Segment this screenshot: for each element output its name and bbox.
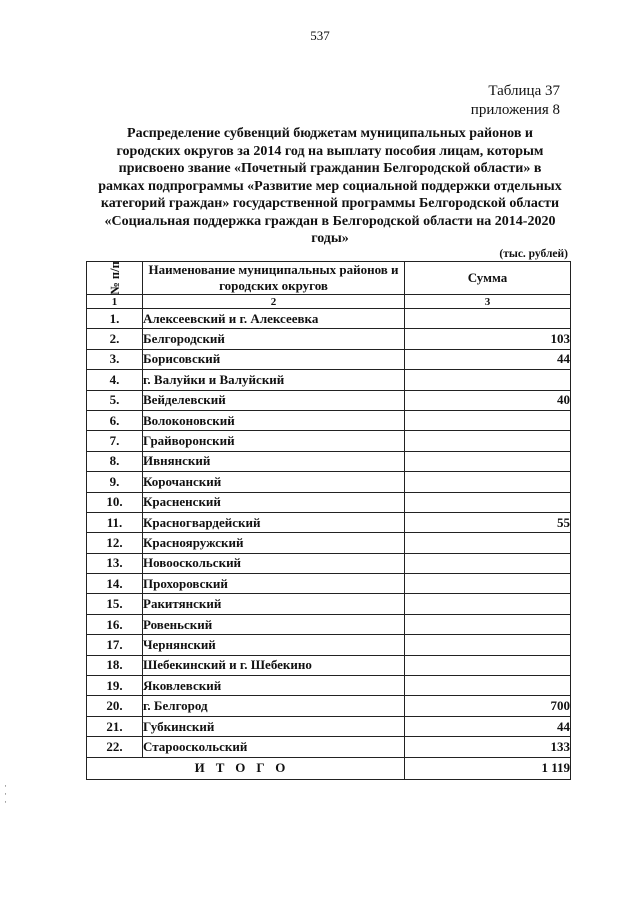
row-name: Красногвардейский [143, 512, 405, 532]
table-row [87, 329, 571, 349]
row-sum [405, 309, 571, 329]
row-number: 8. [87, 451, 143, 471]
row-name: Ровеньский [143, 614, 405, 634]
row-number: 6. [87, 410, 143, 430]
row-number: 2. [87, 329, 143, 349]
row-number: 16. [87, 614, 143, 634]
row-name: г. Белгород [143, 696, 405, 716]
table-body [87, 309, 571, 758]
table-row [87, 676, 571, 696]
row-number: 21. [87, 716, 143, 736]
row-sum: 103 [405, 329, 571, 349]
header-number [87, 262, 143, 295]
row-sum [405, 451, 571, 471]
row-sum [405, 492, 571, 512]
row-name: Борисовский [143, 349, 405, 369]
column-index-2: 2 [143, 295, 405, 309]
row-sum [405, 635, 571, 655]
table-row [87, 472, 571, 492]
table-ref-line2: приложения 8 [470, 102, 560, 118]
table-row [87, 349, 571, 369]
row-name: Губкинский [143, 716, 405, 736]
header-name: Наименование муниципальных районов и городских округов [143, 262, 405, 295]
row-sum [405, 472, 571, 492]
table-row [87, 512, 571, 532]
table-row [87, 574, 571, 594]
row-number: 22. [87, 737, 143, 757]
row-sum [405, 574, 571, 594]
table-row [87, 370, 571, 390]
row-name: Грайворонский [143, 431, 405, 451]
column-index-3: 3 [405, 295, 571, 309]
header-sum: Сумма [405, 262, 571, 295]
row-name: Прохоровский [143, 574, 405, 594]
column-index-row [87, 295, 571, 309]
header-number-label: № п/п [107, 261, 122, 295]
table-row [87, 655, 571, 675]
row-name: Шебекинский и г. Шебекино [143, 655, 405, 675]
row-name: Ракитянский [143, 594, 405, 614]
row-number: 18. [87, 655, 143, 675]
table-row [87, 594, 571, 614]
document-heading: Распределение субвенций бюджетам муниципальных районов и городских округов за 2014 год на выплату пособия лицам, которым присвоено звание «Почетный гражданин Белгородской области» в рамках подпрограммы «Развитие мер социальной поддержки отдельных категорий граждан» государственной программы Белгородской области «Социальная поддержка граждан в Белгородской области на 2014-2020 годы» [98, 126, 562, 246]
row-sum [405, 655, 571, 675]
row-name: г. Валуйки и Валуйский [143, 370, 405, 390]
row-name: Волоконовский [143, 410, 405, 430]
row-number: 4. [87, 370, 143, 390]
row-sum [405, 370, 571, 390]
row-sum: 700 [405, 696, 571, 716]
row-name: Новооскольский [143, 553, 405, 573]
page-number: 537 [310, 28, 330, 43]
table-row [87, 696, 571, 716]
row-number: 17. [87, 635, 143, 655]
row-name: Вейделевский [143, 390, 405, 410]
row-sum [405, 431, 571, 451]
row-number: 9. [87, 472, 143, 492]
row-sum: 40 [405, 390, 571, 410]
row-name: Ивнянский [143, 451, 405, 471]
row-sum: 44 [405, 349, 571, 369]
row-number: 15. [87, 594, 143, 614]
row-number: 14. [87, 574, 143, 594]
margin-marks: · · · [4, 781, 7, 807]
subsidy-table [86, 261, 571, 780]
row-sum: 44 [405, 716, 571, 736]
table-row [87, 716, 571, 736]
row-number: 5. [87, 390, 143, 410]
table-ref-line1: Таблица 37 [488, 83, 560, 99]
total-label: ИТОГО [87, 757, 405, 779]
table-row [87, 614, 571, 634]
row-sum: 133 [405, 737, 571, 757]
table-row [87, 451, 571, 471]
row-number: 12. [87, 533, 143, 553]
row-number: 20. [87, 696, 143, 716]
row-number: 1. [87, 309, 143, 329]
row-name: Красненский [143, 492, 405, 512]
table-row [87, 431, 571, 451]
row-name: Старооскольский [143, 737, 405, 757]
row-name: Яковлевский [143, 676, 405, 696]
table-row [87, 410, 571, 430]
row-sum [405, 410, 571, 430]
total-sum: 1 119 [405, 757, 571, 779]
row-sum [405, 533, 571, 553]
row-name: Белгородский [143, 329, 405, 349]
table-reference [471, 82, 560, 120]
row-number: 11. [87, 512, 143, 532]
table-row [87, 635, 571, 655]
row-sum [405, 594, 571, 614]
column-index-1: 1 [87, 295, 143, 309]
table-row [87, 553, 571, 573]
row-sum: 55 [405, 512, 571, 532]
row-name: Алексеевский и г. Алексеевка [143, 309, 405, 329]
table-row [87, 533, 571, 553]
row-number: 3. [87, 349, 143, 369]
units-label: (тыс. рублей) [499, 248, 568, 260]
table-row [87, 737, 571, 757]
table-row [87, 390, 571, 410]
row-number: 13. [87, 553, 143, 573]
row-sum [405, 676, 571, 696]
row-sum [405, 614, 571, 634]
row-number: 7. [87, 431, 143, 451]
row-name: Корочанский [143, 472, 405, 492]
table-header-row [87, 262, 571, 295]
row-name: Краснояружский [143, 533, 405, 553]
row-number: 10. [87, 492, 143, 512]
table-row [87, 309, 571, 329]
table-row [87, 492, 571, 512]
row-sum [405, 553, 571, 573]
row-number: 19. [87, 676, 143, 696]
row-name: Чернянский [143, 635, 405, 655]
total-row [87, 757, 571, 779]
